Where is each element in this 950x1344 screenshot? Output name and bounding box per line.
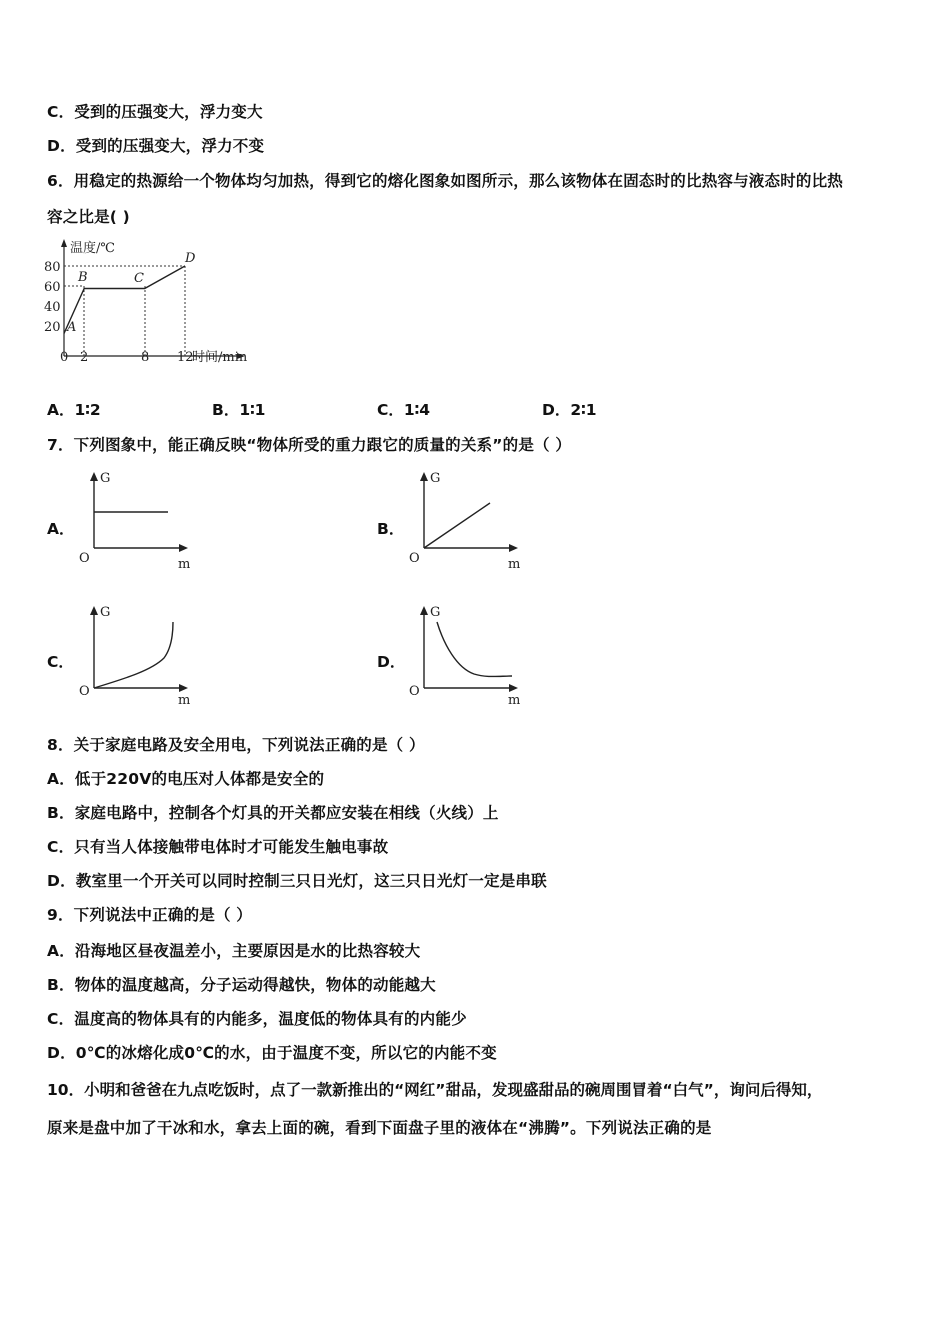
point-label-c: C — [134, 271, 144, 286]
q8-option-c: C．只有当人体接触带电体时才可能发生触电事故 — [47, 838, 389, 856]
q9-option-c: C．温度高的物体具有的内能多，温度低的物体具有的内能少 — [47, 1010, 467, 1028]
origin-label: O — [79, 551, 90, 566]
y-tick-80: 80 — [44, 260, 61, 275]
y-tick-20: 20 — [44, 320, 61, 335]
g-axis-label: G — [100, 605, 111, 620]
origin-label: O — [409, 551, 420, 566]
point-label-a: A — [67, 320, 77, 335]
y-tick-40: 40 — [44, 300, 61, 315]
q7-option-d-label: D． — [377, 653, 406, 671]
g-axis-label: G — [100, 471, 111, 486]
x-tick-12: 12 — [177, 350, 194, 365]
q6-stem-line2: 容之比是( ) — [47, 208, 130, 226]
q7-stem: 7．下列图象中，能正确反映“物体所受的重力跟它的质量的关系”的是（ ） — [47, 436, 572, 454]
x-tick-2: 2 — [80, 350, 89, 365]
q6-option-b: B．1∶1 — [212, 401, 266, 419]
q7-graph-b — [402, 466, 532, 574]
q8-option-a: A．低于220V的电压对人体都是安全的 — [47, 770, 325, 788]
x-tick-8: 8 — [141, 350, 150, 365]
g-axis-label: G — [430, 605, 441, 620]
point-label-d: D — [185, 251, 196, 266]
q7-graph-c — [72, 600, 202, 708]
q6-stem-line1: 6．用稳定的热源给一个物体均匀加热，得到它的熔化图象如图所示，那么该物体在固态时的比热容与液态时的比热 — [47, 172, 843, 190]
q6-option-a: A．1∶2 — [47, 401, 101, 419]
q7-option-b-label: B． — [377, 520, 405, 538]
q7-option-a-label: A． — [47, 520, 75, 538]
q7-graph-d — [402, 600, 532, 708]
q8-option-b: B．家庭电路中，控制各个灯具的开关都应安装在相线（火线）上 — [47, 804, 499, 822]
q7-option-c-label: C． — [47, 653, 74, 671]
x-axis-label: 时间/min — [192, 350, 248, 365]
q5-option-c: C．受到的压强变大，浮力变大 — [47, 103, 263, 121]
m-axis-label: m — [178, 693, 191, 708]
curve-proportional — [424, 503, 490, 548]
curve-decreasing — [437, 622, 512, 677]
q8-option-d: D．教室里一个开关可以同时控制三只日光灯，这三只日光灯一定是串联 — [47, 872, 547, 890]
q5-option-d: D．受到的压强变大，浮力不变 — [47, 137, 265, 155]
m-axis-label: m — [508, 693, 521, 708]
q6-option-d: D．2∶1 — [542, 401, 597, 419]
q8-stem: 8．关于家庭电路及安全用电，下列说法正确的是（ ） — [47, 736, 425, 754]
q6-option-c: C．1∶4 — [377, 401, 431, 419]
q9-option-d: D．0℃的冰熔化成0℃的水，由于温度不变，所以它的内能不变 — [47, 1044, 497, 1062]
y-tick-60: 60 — [44, 280, 61, 295]
q9-option-a: A．沿海地区昼夜温差小，主要原因是水的比热容较大 — [47, 942, 421, 960]
q9-stem: 9．下列说法中正确的是（ ） — [47, 906, 252, 924]
g-axis-label: G — [430, 471, 441, 486]
q10-stem-line1: 10．小明和爸爸在九点吃饭时，点了一款新推出的“网红”甜品，发现盛甜品的碗周围冒着“白气”，询问后得知， — [47, 1081, 823, 1099]
curve-increasing — [94, 622, 173, 688]
origin-label: O — [79, 684, 90, 699]
y-axis-label: 温度/℃ — [70, 241, 115, 256]
q7-graph-a — [72, 466, 202, 574]
x-tick-0: 0 — [60, 350, 69, 365]
q9-option-b: B．物体的温度越高，分子运动得越快，物体的动能越大 — [47, 976, 436, 994]
q6-melting-graph — [40, 236, 270, 368]
q10-stem-line2: 原来是盘中加了干冰和水，拿去上面的碗，看到下面盘子里的液体在“沸腾”。下列说法正确的是 — [47, 1119, 712, 1137]
origin-label: O — [409, 684, 420, 699]
point-label-b: B — [78, 270, 88, 285]
m-axis-label: m — [508, 557, 521, 572]
m-axis-label: m — [178, 557, 191, 572]
